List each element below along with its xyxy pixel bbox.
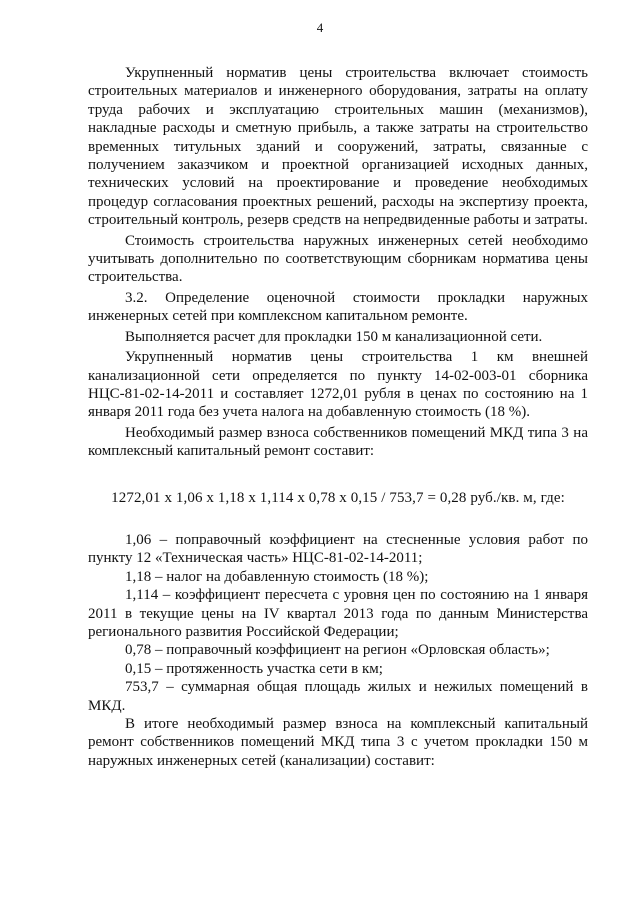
formula: 1272,01 х 1,06 х 1,18 х 1,114 х 0,78 х 0,15 / 753,7 = 0,28 руб./кв. м, где:: [111, 489, 565, 506]
definition-item: 0,78 – поправочный коэффициент на регион «Орловская область»;: [125, 642, 550, 659]
definition-item: 1,18 – налог на добавленную стоимость (18 %);: [125, 568, 429, 585]
paragraph-external-networks: Стоимость строительства наружных инженерных сетей необходимо учитывать дополнительно по соответствующим сборникам норматива цены строительства.: [88, 232, 588, 286]
definition-item: 753,7 – суммарная общая площадь жилых и нежилых помещений в МКД.: [88, 679, 588, 714]
document-body: [88, 64, 588, 770]
paragraph-required-contribution: Необходимый размер взноса собственников помещений МКД типа 3 на комплексный капитальный ремонт составит:: [88, 424, 588, 460]
paragraph-norm-composition: Укрупненный норматив цены строительства включает стоимость строительных материалов и инженерного оборудования, затраты на оплату труда рабочих и эксплуатацию строительных машин (механизмов), накладные расходы и сметную прибыль, а также затраты на строительство временных титульных зданий и сооружений, затраты, связанные с получением заказчиком и проектной организацией исходных данных, технических условий на проектирование и проведение необходимых процедур согласования проектных решений, расходы на экспертизу проекта, строительный контроль, резерв средств на непредвиденные работы и затраты.: [88, 65, 588, 229]
definition-item: 1,06 – поправочный коэффициент на стесненные условия работ по пункту 12 «Техническая часть» НЦС-81-02-14-2011;: [88, 531, 588, 567]
section-heading-3-2: 3.2. Определение оценочной стоимости прокладки наружных инженерных сетей при комплексном капитальном ремонте.: [88, 289, 588, 325]
definition-item: 0,15 – протяженность участка сети в км;: [125, 660, 383, 677]
paragraph-conclusion: В итоге необходимый размер взноса на комплексный капитальный ремонт собственников помещений МКД типа 3 с учетом прокладки 150 м наружных инженерных сетей (канализации) составит:: [88, 716, 588, 769]
definition-item: 1,114 – коэффициент пересчета с уровня цен по состоянию на 1 января 2011 в текущие цены на IV квартал 2013 года по данным Министерства регионального развития Российской Федерации;: [88, 587, 588, 640]
page-number: 4: [316, 20, 324, 35]
paragraph-calculation-scope: Выполняется расчет для прокладки 150 м канализационной сети.: [125, 328, 543, 345]
paragraph-norm-value: Укрупненный норматив цены строительства 1 км внешней канализационной сети определяется по пункту 14-02-003-01 сборника НЦС-81-02-14-2011 и составляет 1272,01 рубля в ценах по состоянию на 1 января 2011 года без учета налога на добавленную стоимость (18 %).: [88, 349, 588, 421]
